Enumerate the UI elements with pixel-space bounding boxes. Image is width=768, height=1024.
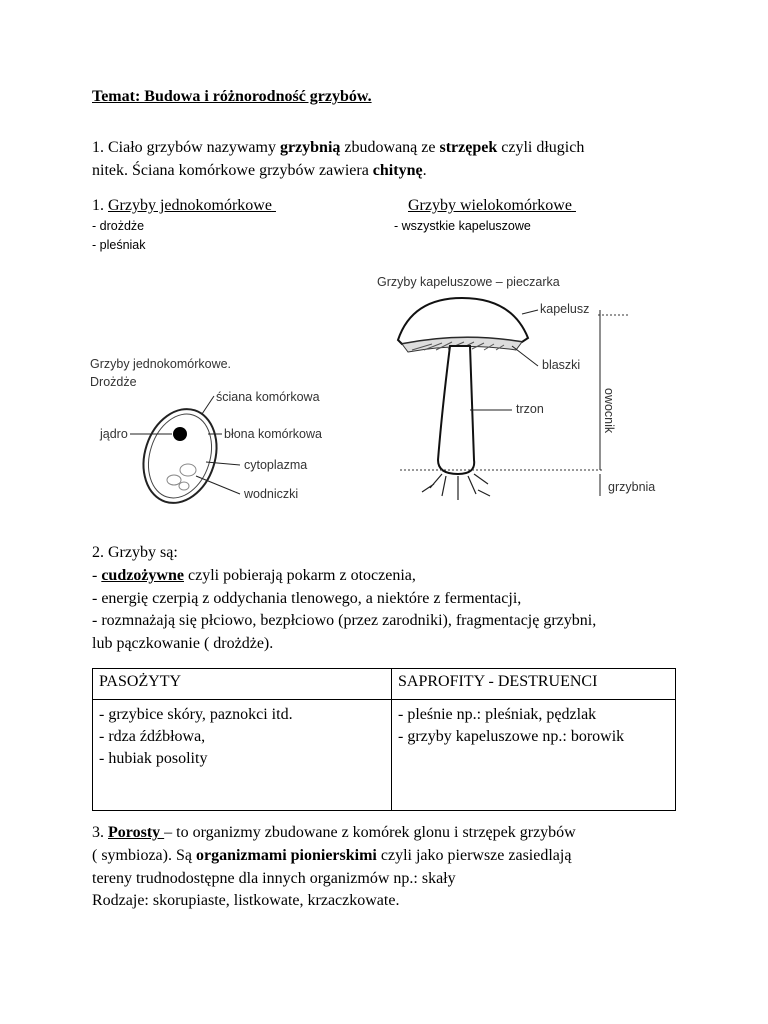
label-cell-wall: ściana komórkowa xyxy=(216,390,320,404)
vacuole xyxy=(179,482,189,490)
label-gills: blaszki xyxy=(542,358,581,372)
table-item: - hubiak posolity xyxy=(99,750,208,767)
label-vacuoles: wodniczki xyxy=(244,487,299,501)
p3-line-3: tereny trudnodostępne dla innych organizmów np.: skały xyxy=(92,870,456,887)
multicellular-heading xyxy=(408,197,576,215)
p3-line-1 xyxy=(92,824,576,842)
yeast-figure-title: Grzyby jednokomórkowe. xyxy=(90,357,232,371)
table-cell-parasites xyxy=(93,700,392,811)
unicellular-heading-text: Grzyby jednokomórkowe xyxy=(108,197,272,214)
mushroom-figure xyxy=(372,270,682,510)
label-stem: trzon xyxy=(516,402,544,416)
p3-text: czyli jako pierwsze zasiedlają xyxy=(376,847,572,864)
p2-heading: 2. Grzyby są: xyxy=(92,544,178,561)
multicellular-heading-text: Grzyby wielokomórkowe xyxy=(408,197,572,214)
mushroom-drawing xyxy=(372,270,682,510)
p2-line-4: lub pączkowanie ( drożdże). xyxy=(92,635,274,652)
table-header-parasites: PASOŻYTY xyxy=(93,669,392,700)
mushroom-figure-title: Grzyby kapeluszowe – pieczarka xyxy=(377,275,560,289)
paragraph-1-line-1 xyxy=(92,139,584,157)
yeast-figure-subtitle: Drożdże xyxy=(90,375,137,389)
vacuole xyxy=(167,475,181,485)
table-item: - grzyby kapeluszowe np.: borowik xyxy=(398,728,625,745)
table-item: - grzybice skóry, paznokci itd. xyxy=(99,706,293,723)
p3-pionierskie: organizmami pionierskimi xyxy=(195,847,377,864)
table-header-saprophytes: SAPROFITY - DESTRUENCI xyxy=(392,669,676,700)
label-cap: kapelusz xyxy=(540,302,590,316)
p3-porosty: Porosty xyxy=(108,824,165,841)
p3-line-4: Rodzaje: skorupiaste, listkowate, krzaczkowate. xyxy=(92,892,400,909)
unicellular-heading xyxy=(92,197,276,215)
p3-text: – to organizmy zbudowane z komórek glonu i strzępek grzybów xyxy=(164,824,576,841)
p1-text: nitek. Ściana komórkowe grzybów zawiera xyxy=(92,162,373,179)
p2-cudzozywne: cudzożywne xyxy=(101,567,184,584)
table-row xyxy=(93,700,676,811)
p1-text: 1. Ciało grzybów nazywamy xyxy=(92,139,280,156)
cell-wall xyxy=(132,400,228,512)
section-number: 3. xyxy=(92,824,108,841)
p3-line-2 xyxy=(92,847,571,865)
table-item: - rdza źdźbłowa, xyxy=(99,728,206,745)
unicellular-item: - drożdże xyxy=(92,219,145,233)
p2-line-2: - energię czerpią z oddychania tlenowego, a niektóre z fermentacji, xyxy=(92,590,522,607)
multicellular-item: - wszystkie kapeluszowe xyxy=(394,219,531,233)
yeast-figure xyxy=(88,352,348,512)
mushroom-stem xyxy=(438,346,474,474)
table-header-row xyxy=(93,669,676,700)
label-fruiting-body: owocnik xyxy=(602,388,616,434)
nucleus xyxy=(173,427,187,441)
p1-text: zbudowaną ze xyxy=(340,139,440,156)
p2-line-3: - rozmnażają się płciowo, bezpłciowo (przez zarodniki), fragmentację grzybni, xyxy=(92,612,597,629)
section-number: 1. xyxy=(92,197,108,214)
mushroom-mycelium xyxy=(422,474,490,500)
table-cell-saprophytes xyxy=(392,700,676,811)
p1-grzybnia: grzybnią xyxy=(279,139,341,156)
p3-text: ( symbioza). Są xyxy=(92,847,196,864)
p1-chityne: chitynę xyxy=(372,162,423,179)
p2-dash: - xyxy=(92,567,102,584)
p1-strzepek: strzępek xyxy=(439,139,498,156)
label-cytoplasm: cytoplazma xyxy=(244,458,308,472)
label-cell-membrane: błona komórkowa xyxy=(224,427,322,441)
page-title: Temat: Budowa i różnorodność grzybów. xyxy=(92,88,372,105)
unicellular-item: - pleśniak xyxy=(92,238,146,252)
p2-line-1 xyxy=(92,567,416,585)
paragraph-1-line-2 xyxy=(92,162,427,180)
p1-text: . xyxy=(422,162,427,179)
table-item: - pleśnie np.: pleśniak, pędzlak xyxy=(398,706,597,723)
p1-text: czyli długich xyxy=(497,139,585,156)
label-mycelium: grzybnia xyxy=(608,480,656,494)
fungi-table xyxy=(92,668,676,811)
vacuole xyxy=(180,464,196,476)
label-nucleus: jądro xyxy=(100,427,128,441)
p2-text: czyli pobierają pokarm z otoczenia, xyxy=(183,567,416,584)
